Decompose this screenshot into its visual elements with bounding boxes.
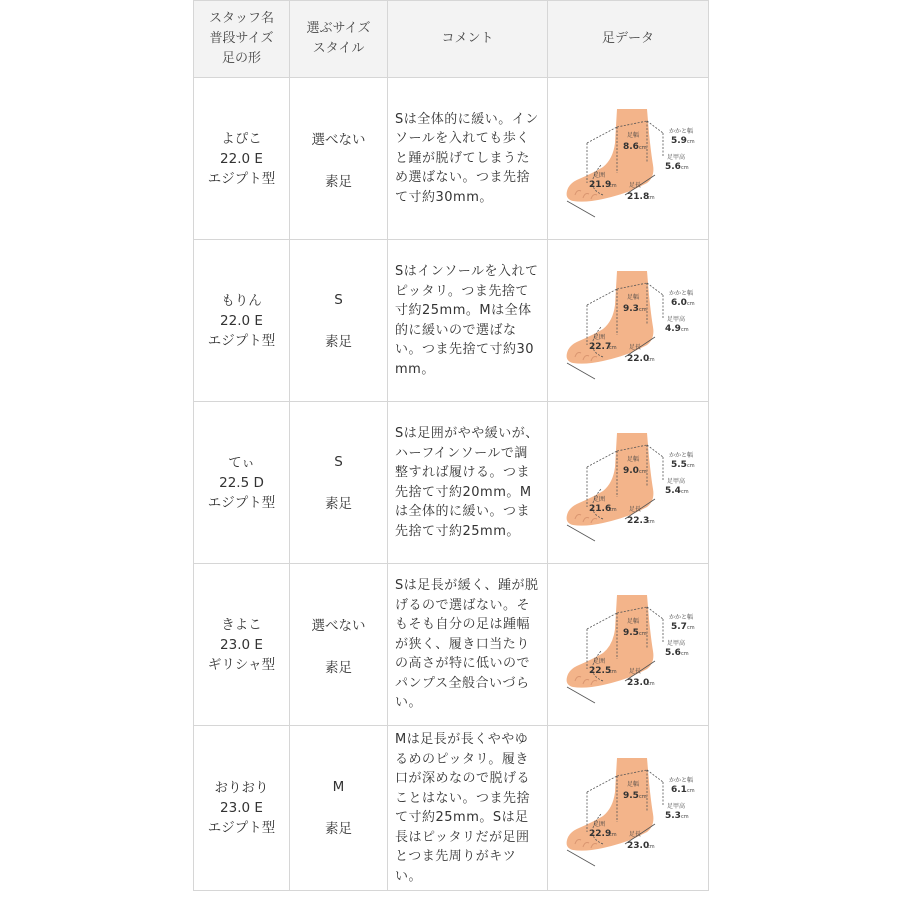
instep-unit: cm <box>681 164 689 171</box>
comment-text: Mは足長が長くややゆるめのピッタリ。履き口が深めなので脱げることはない。つま先捨て寸約25mm。Sは足長はピッタリだが足囲とつま先周りがキツい。 <box>395 732 531 884</box>
staff-name: もりん <box>221 292 262 309</box>
heel-width-label: かかと幅 <box>669 451 694 459</box>
length-unit: cm <box>647 518 655 525</box>
foot-width-unit: cm <box>639 306 647 313</box>
staff-foot-shape: ギリシャ型 <box>207 656 276 673</box>
header-foot-data: 足データ <box>548 1 709 78</box>
heel-width-label: かかと幅 <box>669 289 694 297</box>
instep-value: 5.4 <box>665 485 681 496</box>
staff-name: てぃ <box>228 454 255 471</box>
length-unit: cm <box>647 194 655 201</box>
wearing-style: 素足 <box>325 821 352 837</box>
girth-value: 21.9 <box>589 179 612 190</box>
instep-value: 4.9 <box>665 323 681 334</box>
length-label: 足長 <box>629 667 642 675</box>
comment-cell <box>388 78 548 240</box>
foot-width-unit: cm <box>639 630 647 637</box>
foot-data-cell <box>548 78 709 240</box>
instep-label: 足甲高 <box>667 477 686 485</box>
instep-label: 足甲高 <box>667 803 686 810</box>
comment-text: Sは全体的に緩い。インソールを入れても歩くと踵が脱げてしまうため選ばない。つま先捨て寸約30mm。 <box>395 111 539 205</box>
foot-width-value: 9.0 <box>623 465 639 476</box>
header-usual-size: 普段サイズ <box>209 31 274 46</box>
comment-text: Sはインソールを入れてピッタリ。つま先捨て寸約25mm。Mは全体的に緩いので選ばない。つま先捨て寸約30mm。 <box>395 264 539 377</box>
foot-width-label: 足幅 <box>627 617 640 625</box>
header-staff-name: スタッフ名 <box>208 11 274 26</box>
foot-width-label: 足幅 <box>627 455 640 463</box>
length-label: 足長 <box>629 505 642 513</box>
heel-width-unit: cm <box>687 300 695 307</box>
table-row-3 <box>194 402 709 564</box>
instep-unit: cm <box>681 326 689 333</box>
foot-width-label: 足幅 <box>627 293 640 301</box>
foot-width-unit: cm <box>639 794 647 800</box>
girth-value: 22.9 <box>589 829 612 839</box>
style-cell <box>290 726 388 891</box>
chosen-size: S <box>334 453 343 470</box>
staff-usual-size: 23.0 E <box>220 800 263 816</box>
header-foot-shape: 足の形 <box>221 51 261 66</box>
staff-cell <box>194 726 290 891</box>
foot-width-value: 9.5 <box>623 627 639 638</box>
foot-width-value: 9.5 <box>623 791 639 801</box>
header-comment: コメント <box>388 1 548 78</box>
heel-width-value: 5.5 <box>671 459 687 470</box>
girth-unit: cm <box>609 668 617 675</box>
foot-width-label: 足幅 <box>627 781 640 788</box>
header-staff <box>194 1 290 78</box>
style-cell <box>290 78 388 240</box>
staff-usual-size: 23.0 E <box>220 636 263 653</box>
girth-label: 足囲 <box>593 821 606 828</box>
comment-cell <box>388 402 548 564</box>
table-row-5 <box>194 726 709 891</box>
staff-name: よぴこ <box>221 130 262 147</box>
heel-width-unit: cm <box>687 624 695 631</box>
heel-width-value: 5.7 <box>671 621 687 632</box>
style-cell <box>290 564 388 726</box>
wearing-style: 素足 <box>325 173 352 190</box>
length-label: 足長 <box>629 343 642 351</box>
foot-illustration <box>563 427 693 539</box>
length-unit: cm <box>647 356 655 363</box>
staff-size-table-container <box>193 0 708 890</box>
length-value: 22.0 <box>627 353 650 364</box>
wearing-style: 素足 <box>325 333 352 350</box>
foot-data-cell <box>548 726 709 891</box>
comment-cell <box>388 240 548 402</box>
header-style <box>290 1 388 78</box>
foot-width-value: 8.6 <box>623 141 639 152</box>
instep-value: 5.6 <box>665 647 681 658</box>
heel-width-label: かかと幅 <box>669 777 694 784</box>
instep-label: 足甲高 <box>667 315 686 323</box>
staff-foot-shape: エジプト型 <box>207 820 276 836</box>
style-cell <box>290 240 388 402</box>
length-unit: cm <box>647 844 655 850</box>
header-chosen-size: 選ぶサイズ <box>306 21 371 36</box>
comment-cell <box>388 564 548 726</box>
foot-width-unit: cm <box>639 144 647 151</box>
staff-cell <box>194 564 290 726</box>
foot-data-cell <box>548 240 709 402</box>
staff-size-table <box>193 0 709 891</box>
staff-foot-shape: エジプト型 <box>207 494 276 511</box>
instep-value: 5.3 <box>665 811 681 821</box>
staff-foot-shape: エジプト型 <box>207 332 276 349</box>
foot-width-label: 足幅 <box>627 131 640 139</box>
foot-width-unit: cm <box>639 468 647 475</box>
girth-unit: cm <box>609 832 617 838</box>
table-header-row <box>194 1 709 78</box>
foot-illustration <box>563 103 693 215</box>
staff-usual-size: 22.0 E <box>220 150 263 167</box>
girth-value: 22.7 <box>589 341 612 352</box>
staff-foot-shape: エジプト型 <box>207 170 276 187</box>
instep-label: 足甲高 <box>667 639 686 647</box>
foot-data-cell <box>548 564 709 726</box>
instep-unit: cm <box>681 650 689 657</box>
length-unit: cm <box>647 680 655 687</box>
heel-width-label: かかと幅 <box>669 613 694 621</box>
length-value: 23.0 <box>627 677 650 688</box>
table-row-1 <box>194 78 709 240</box>
girth-unit: cm <box>609 506 617 513</box>
staff-name: きよこ <box>221 616 262 633</box>
foot-illustration <box>563 589 693 701</box>
girth-value: 21.6 <box>589 503 612 514</box>
staff-cell <box>194 402 290 564</box>
staff-name: おりおり <box>214 780 269 796</box>
wearing-style: 素足 <box>325 495 352 512</box>
length-label: 足長 <box>629 181 642 189</box>
foot-width-value: 9.3 <box>623 303 639 314</box>
instep-label: 足甲高 <box>667 153 686 161</box>
style-cell <box>290 402 388 564</box>
heel-width-unit: cm <box>687 138 695 145</box>
heel-width-unit: cm <box>687 462 695 469</box>
chosen-size: S <box>334 291 343 308</box>
staff-cell <box>194 78 290 240</box>
heel-width-value: 6.0 <box>671 297 687 308</box>
foot-illustration <box>563 752 693 864</box>
length-value: 23.0 <box>627 841 650 851</box>
heel-width-value: 6.1 <box>671 785 687 795</box>
table-row-2 <box>194 240 709 402</box>
staff-usual-size: 22.0 E <box>220 312 263 329</box>
staff-usual-size: 22.5 D <box>219 474 264 491</box>
girth-value: 22.5 <box>589 665 612 676</box>
girth-label: 足囲 <box>593 495 606 503</box>
wearing-style: 素足 <box>325 659 352 676</box>
girth-label: 足囲 <box>593 657 606 665</box>
girth-unit: cm <box>609 344 617 351</box>
chosen-size: 選べない <box>311 617 366 634</box>
table-row-4 <box>194 564 709 726</box>
heel-width-unit: cm <box>687 788 695 794</box>
girth-label: 足囲 <box>593 333 606 341</box>
comment-text: Sは足長が緩く、踵が脱げるので選ばない。そもそも自分の足は踵幅が狭く、履き口当たりの高さが特に低いのでパンプス全般合いづらい。 <box>395 578 539 711</box>
comment-text: Sは足囲がやや緩いが、ハーフインソールで調整すれば履ける。つま先捨て寸約20mm。Mは全体的に緩い。つま先捨て寸約25mm。 <box>395 426 539 539</box>
instep-value: 5.6 <box>665 161 681 172</box>
instep-unit: cm <box>681 814 689 820</box>
instep-unit: cm <box>681 488 689 495</box>
length-value: 22.3 <box>627 515 650 526</box>
staff-cell <box>194 240 290 402</box>
chosen-size: M <box>332 779 345 795</box>
girth-unit: cm <box>609 182 617 189</box>
length-label: 足長 <box>629 831 642 838</box>
length-value: 21.8 <box>627 191 650 202</box>
header-style-label: スタイル <box>312 41 365 56</box>
foot-illustration <box>563 265 693 377</box>
comment-cell <box>388 726 548 891</box>
girth-label: 足囲 <box>593 171 606 179</box>
heel-width-label: かかと幅 <box>669 127 694 135</box>
heel-width-value: 5.9 <box>671 135 687 146</box>
foot-data-cell <box>548 402 709 564</box>
chosen-size: 選べない <box>311 131 366 148</box>
